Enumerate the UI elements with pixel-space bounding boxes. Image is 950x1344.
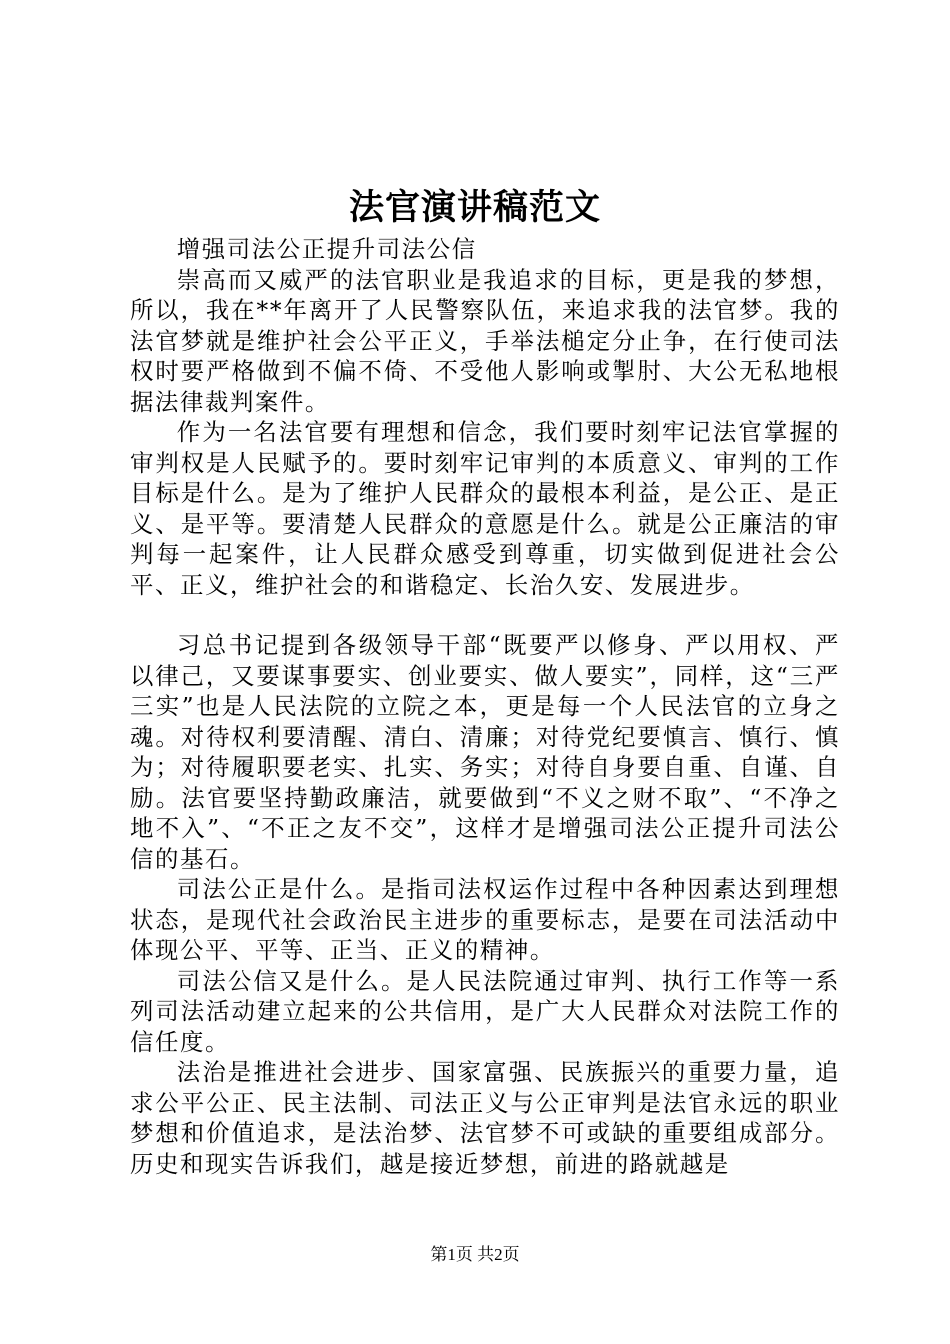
paragraph-2: 作为一名法官要有理想和信念，我们要时刻牢记法官掌握的审判权是人民赋予的。要时刻牢记审判的本质意义、审判的工作目标是什么。是为了维护人民群众的最根本利益，是公正、是正义、是平等。要清楚人民群众的意愿是什么。就是公正廉洁的审判每一起案件，让人民群众感受到尊重，切实做到促进社会公平、正义，维护社会的和谐稳定、长治久安、发展进步。 [130,418,840,599]
paragraph-1: 崇高而又威严的法官职业是我追求的目标，更是我的梦想，所以，我在**年离开了人民警察队伍，来追求我的法官梦。我的法官梦就是维护社会公平正义，手举法槌定分止争，在行使司法权时要严格做到不偏不倚、不受他人影响或掣肘、大公无私地根据法律裁判案件。 [130,265,840,416]
paragraph-subtitle: 增强司法公正提升司法公信 [176,235,477,263]
paragraph-6: 法治是推进社会进步、国家富强、民族振兴的重要力量，追求公平公正、民主法制、司法正义与公正审判是法官永远的职业梦想和价值追求，是法治梦、法官梦不可或缺的重要组成部分。历史和现实告诉我们，越是接近梦想，前进的路就越是 [130,1058,840,1178]
paragraph-4: 司法公正是什么。是指司法权运作过程中各种因素达到理想状态，是现代社会政治民主进步的重要标志，是要在司法活动中体现公平、平等、正当、正义的精神。 [130,875,840,964]
page-number-footer: 第1页 共2页 [430,1245,520,1264]
paragraph-5: 司法公信又是什么。是人民法院通过审判、执行工作等一系列司法活动建立起来的公共信用，是广大人民群众对法院工作的信任度。 [130,966,840,1056]
document-title: 法官演讲稿范文 [348,187,601,228]
document-body [130,234,840,1179]
paragraph-3: 习总书记提到各级领导干部“既要严以修身、严以用权、严以律己，又要谋事要实、创业要实、做人要实”，同样，这“三严三实”也是人民法院的立院之本，更是每一个人民法官的立身之魂。对待权利要清醒、清白、清廉；对待党纪要慎言、慎行、慎为；对待履职要老实、扎实、务实；对待自身要自重、自谨、自励。法官要坚持勤政廉洁，就要做到“不义之财不取”、“不净之地不入”、“不正之友不交”，这样才是增强司法公正提升司法公信的基石。 [130,631,840,873]
